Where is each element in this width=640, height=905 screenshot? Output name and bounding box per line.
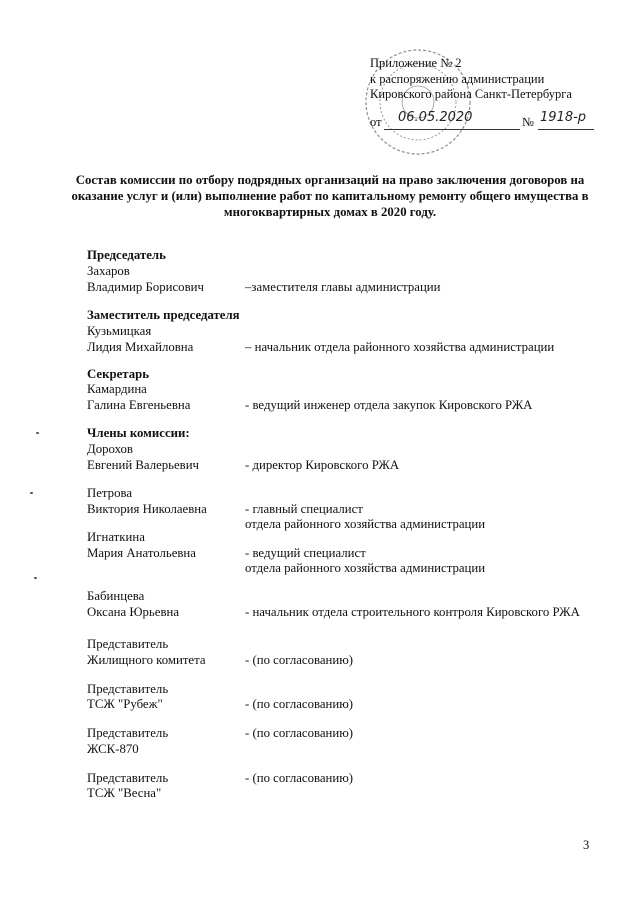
- representative-organization: ЖСК-870: [87, 742, 139, 756]
- member-given-names: Оксана Юрьевна: [87, 605, 180, 619]
- member-position: - директор Кировского РЖА: [245, 458, 400, 472]
- representative-note: - (по согласованию): [245, 726, 354, 740]
- representative-note: - (по согласованию): [245, 771, 354, 785]
- secretary-surname: Камардина: [87, 382, 147, 396]
- member-position-continued: отдела районного хозяйства администрации: [245, 517, 486, 531]
- date-underline: [384, 129, 520, 130]
- scan-speck: [36, 432, 39, 434]
- scan-speck: [30, 492, 33, 494]
- representative-organization: ТСЖ "Весна": [87, 786, 162, 800]
- representative-organization: ТСЖ "Рубеж": [87, 697, 163, 711]
- chair-surname: Захаров: [87, 264, 130, 278]
- representative-organization: Жилищного комитета: [87, 653, 206, 667]
- representative-label: Представитель: [87, 726, 169, 740]
- representative-label: Представитель: [87, 771, 169, 785]
- member-given-names: Евгений Валерьевич: [87, 458, 199, 472]
- appendix-line-1: Приложение № 2: [370, 56, 462, 70]
- chair-position: –заместителя главы администрации: [245, 280, 441, 294]
- secretary-heading: Секретарь: [87, 367, 149, 381]
- appendix-line-3: Кировского района Санкт-Петербурга: [370, 87, 572, 101]
- member-surname: Дорохов: [87, 442, 133, 456]
- member-given-names: Виктория Николаевна: [87, 502, 207, 516]
- date-prefix: от: [370, 115, 382, 129]
- document-title: Состав комиссии по отбору подрядных организаций на право заключения договоров на оказание услуг и (или) выполнение работ по капитальному ремонту общего имущества в многоквартирных домах в 2020 году.: [71, 173, 589, 219]
- members-heading: Члены комиссии:: [87, 426, 190, 440]
- representative-note: - (по согласованию): [245, 697, 354, 711]
- handwritten-order-number: 1918-р: [540, 110, 587, 125]
- number-underline: [538, 129, 594, 130]
- deputy-heading: Заместитель председателя: [87, 308, 240, 322]
- member-given-names: Мария Анатольевна: [87, 546, 196, 560]
- handwritten-date: 06.05.2020: [398, 110, 473, 125]
- secretary-given-names: Галина Евгеньевна: [87, 398, 191, 412]
- member-surname: Петрова: [87, 486, 133, 500]
- member-position: - начальник отдела строительного контроля Кировского РЖА: [245, 605, 580, 619]
- deputy-surname: Кузьмицкая: [87, 324, 152, 338]
- representative-note: - (по согласованию): [245, 653, 354, 667]
- deputy-position: – начальник отдела районного хозяйства администрации: [245, 340, 555, 354]
- chair-heading: Председатель: [87, 248, 166, 262]
- member-position: - ведущий специалист: [245, 546, 366, 560]
- representative-label: Представитель: [87, 637, 169, 651]
- chair-given-names: Владимир Борисович: [87, 280, 204, 294]
- number-prefix: №: [522, 115, 534, 129]
- member-surname: Бабинцева: [87, 589, 145, 603]
- member-position: - главный специалист: [245, 502, 363, 516]
- page-number: 3: [583, 838, 590, 852]
- member-surname: Игнаткина: [87, 530, 145, 544]
- deputy-given-names: Лидия Михайловна: [87, 340, 194, 354]
- appendix-line-2: к распоряжению администрации: [370, 72, 545, 86]
- representative-label: Представитель: [87, 682, 169, 696]
- secretary-position: - ведущий инженер отдела закупок Кировского РЖА: [245, 398, 533, 412]
- member-position-continued: отдела районного хозяйства администрации: [245, 561, 486, 575]
- scan-speck: [34, 577, 37, 579]
